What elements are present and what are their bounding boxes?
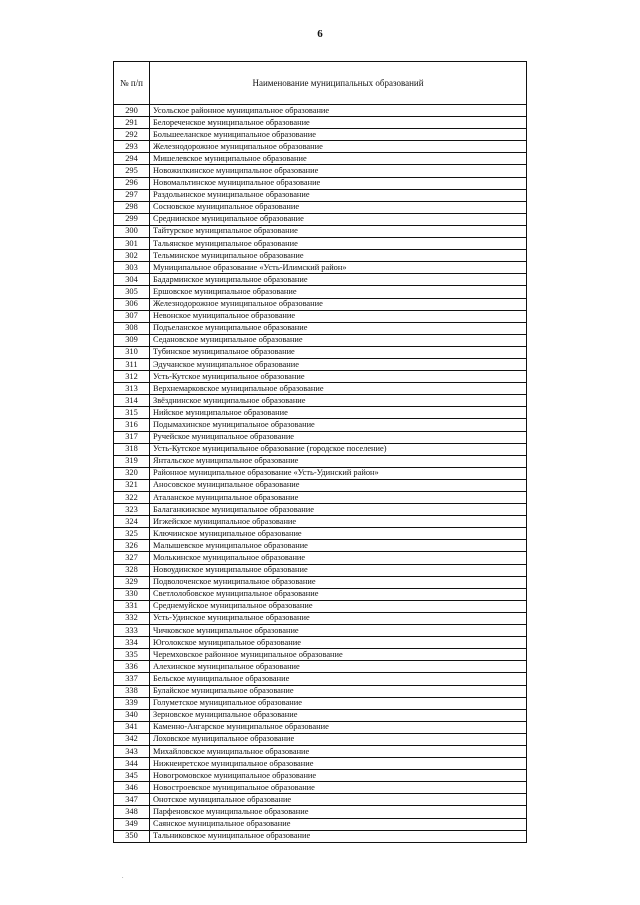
table-row: [114, 238, 527, 250]
row-number-cell: 308: [114, 322, 150, 334]
table-row: [114, 334, 527, 346]
table-row: [114, 830, 527, 842]
municipality-name-cell: Булайское муниципальное образование: [150, 685, 527, 697]
table-row: [114, 504, 527, 516]
table-row: [114, 770, 527, 782]
municipality-name-cell: Онотское муниципальное образование: [150, 794, 527, 806]
municipality-name-cell: Звёзднинское муниципальное образование: [150, 395, 527, 407]
table-row: [114, 745, 527, 757]
municipality-name-cell: Михайловское муниципальное образование: [150, 745, 527, 757]
table-header: [114, 62, 527, 105]
municipality-name-cell: Лоховское муниципальное образование: [150, 733, 527, 745]
row-number-cell: 321: [114, 479, 150, 491]
municipality-name-cell: Зерновское муниципальное образование: [150, 709, 527, 721]
row-number-cell: 340: [114, 709, 150, 721]
row-number-cell: 291: [114, 117, 150, 129]
table-row: [114, 794, 527, 806]
municipality-name-cell: Молькинское муниципальное образование: [150, 552, 527, 564]
table-row: [114, 673, 527, 685]
municipality-name-cell: Седановское муниципальное образование: [150, 334, 527, 346]
table-row: [114, 576, 527, 588]
municipality-name-cell: Железнодорожное муниципальное образование: [150, 298, 527, 310]
table-row: [114, 721, 527, 733]
municipality-name-cell: Мишелевское муниципальное образование: [150, 153, 527, 165]
row-number-cell: 317: [114, 431, 150, 443]
row-number-cell: 309: [114, 334, 150, 346]
municipality-name-cell: Районное муниципальное образование «Усть-Удинский район»: [150, 467, 527, 479]
row-number-cell: 338: [114, 685, 150, 697]
municipality-name-cell: Новомальтинское муниципальное образование: [150, 177, 527, 189]
municipality-name-cell: Усть-Кутское муниципальное образование: [150, 371, 527, 383]
municipality-name-cell: Нижнеиретское муниципальное образование: [150, 758, 527, 770]
column-header-number: № п/п: [114, 62, 150, 105]
table-row: [114, 782, 527, 794]
table-row: [114, 733, 527, 745]
municipality-name-cell: Парфеновское муниципальное образование: [150, 806, 527, 818]
municipality-name-cell: Железнодорожное муниципальное образование: [150, 141, 527, 153]
municipality-name-cell: Каменно-Ангарское муниципальное образование: [150, 721, 527, 733]
row-number-cell: 333: [114, 625, 150, 637]
table-row: [114, 637, 527, 649]
row-number-cell: 305: [114, 286, 150, 298]
row-number-cell: 320: [114, 467, 150, 479]
table-row: [114, 286, 527, 298]
row-number-cell: 293: [114, 141, 150, 153]
table-row: [114, 661, 527, 673]
municipality-name-cell: Алехинское муниципальное образование: [150, 661, 527, 673]
table-row: [114, 419, 527, 431]
row-number-cell: 298: [114, 201, 150, 213]
municipalities-table: [113, 61, 527, 843]
table-row: [114, 310, 527, 322]
row-number-cell: 343: [114, 745, 150, 757]
table-row: [114, 213, 527, 225]
municipality-name-cell: Ключинское муниципальное образование: [150, 528, 527, 540]
row-number-cell: 322: [114, 492, 150, 504]
table-header-row: [114, 62, 527, 105]
municipality-name-cell: Эдучанское муниципальное образование: [150, 358, 527, 370]
row-number-cell: 319: [114, 455, 150, 467]
table-row: [114, 455, 527, 467]
municipality-name-cell: Ершовское муниципальное образование: [150, 286, 527, 298]
table-row: [114, 443, 527, 455]
table-row: [114, 492, 527, 504]
municipality-name-cell: Янтальское муниципальное образование: [150, 455, 527, 467]
row-number-cell: 324: [114, 516, 150, 528]
municipality-name-cell: Аносовское муниципальное образование: [150, 479, 527, 491]
row-number-cell: 329: [114, 576, 150, 588]
table-row: [114, 697, 527, 709]
municipality-name-cell: Бельское муниципальное образование: [150, 673, 527, 685]
row-number-cell: 348: [114, 806, 150, 818]
row-number-cell: 303: [114, 262, 150, 274]
table-row: [114, 552, 527, 564]
municipality-name-cell: Голуметское муниципальное образование: [150, 697, 527, 709]
row-number-cell: 326: [114, 540, 150, 552]
municipality-name-cell: Аталанское муниципальное образование: [150, 492, 527, 504]
row-number-cell: 345: [114, 770, 150, 782]
row-number-cell: 344: [114, 758, 150, 770]
page-number: 6: [317, 28, 323, 40]
table-row: [114, 371, 527, 383]
row-number-cell: 307: [114, 310, 150, 322]
row-number-cell: 325: [114, 528, 150, 540]
table-row: [114, 588, 527, 600]
table-row: [114, 479, 527, 491]
municipality-name-cell: Среднемуйское муниципальное образование: [150, 600, 527, 612]
row-number-cell: 336: [114, 661, 150, 673]
row-number-cell: 302: [114, 250, 150, 262]
municipality-name-cell: Сосновское муниципальное образование: [150, 201, 527, 213]
row-number-cell: 318: [114, 443, 150, 455]
table-row: [114, 818, 527, 830]
column-header-name: Наименование муниципальных образований: [150, 62, 527, 105]
municipality-name-cell: Новожилкинское муниципальное образование: [150, 165, 527, 177]
row-number-cell: 332: [114, 612, 150, 624]
row-number-cell: 299: [114, 213, 150, 225]
municipality-name-cell: Тайтурское муниципальное образование: [150, 225, 527, 237]
table-body: [114, 105, 527, 843]
table-row: [114, 709, 527, 721]
municipality-name-cell: Нийское муниципальное образование: [150, 407, 527, 419]
table-row: [114, 105, 527, 117]
row-number-cell: 311: [114, 358, 150, 370]
table-row: [114, 358, 527, 370]
municipality-name-cell: Светлолобовское муниципальное образование: [150, 588, 527, 600]
row-number-cell: 313: [114, 383, 150, 395]
municipality-name-cell: Новоудинское муниципальное образование: [150, 564, 527, 576]
row-number-cell: 301: [114, 238, 150, 250]
municipality-name-cell: Тальянское муниципальное образование: [150, 238, 527, 250]
municipality-name-cell: Большееланское муниципальное образование: [150, 129, 527, 141]
municipality-name-cell: Усольское районное муниципальное образование: [150, 105, 527, 117]
municipality-name-cell: Чичковское муниципальное образование: [150, 625, 527, 637]
table-row: [114, 395, 527, 407]
row-number-cell: 330: [114, 588, 150, 600]
row-number-cell: 337: [114, 673, 150, 685]
row-number-cell: 349: [114, 818, 150, 830]
municipality-name-cell: Подъеланское муниципальное образование: [150, 322, 527, 334]
row-number-cell: 292: [114, 129, 150, 141]
table-row: [114, 528, 527, 540]
row-number-cell: 342: [114, 733, 150, 745]
table-row: [114, 516, 527, 528]
table-row: [114, 806, 527, 818]
table-row: [114, 467, 527, 479]
table-row: [114, 322, 527, 334]
table-row: [114, 649, 527, 661]
row-number-cell: 350: [114, 830, 150, 842]
table-row: [114, 600, 527, 612]
municipality-name-cell: Юголокское муниципальное образование: [150, 637, 527, 649]
municipality-name-cell: Черемховское районное муниципальное образование: [150, 649, 527, 661]
table-row: [114, 625, 527, 637]
table-row: [114, 540, 527, 552]
bottom-mark: .: [122, 874, 124, 880]
table-row: [114, 274, 527, 286]
municipality-name-cell: Малышевское муниципальное образование: [150, 540, 527, 552]
row-number-cell: 331: [114, 600, 150, 612]
municipality-name-cell: Тельминское муниципальное образование: [150, 250, 527, 262]
row-number-cell: 290: [114, 105, 150, 117]
row-number-cell: 300: [114, 225, 150, 237]
municipality-name-cell: Среднинское муниципальное образование: [150, 213, 527, 225]
table-row: [114, 250, 527, 262]
table-row: [114, 685, 527, 697]
municipality-name-cell: Белореченское муниципальное образование: [150, 117, 527, 129]
table-row: [114, 346, 527, 358]
table-row: [114, 153, 527, 165]
table-row: [114, 758, 527, 770]
table-row: [114, 225, 527, 237]
municipality-name-cell: Игжейское муниципальное образование: [150, 516, 527, 528]
row-number-cell: 297: [114, 189, 150, 201]
row-number-cell: 310: [114, 346, 150, 358]
row-number-cell: 347: [114, 794, 150, 806]
municipality-name-cell: Ручейское муниципальное образование: [150, 431, 527, 443]
row-number-cell: 328: [114, 564, 150, 576]
municipality-name-cell: Бадарминское муниципальное образование: [150, 274, 527, 286]
municipality-name-cell: Тубинское муниципальное образование: [150, 346, 527, 358]
row-number-cell: 314: [114, 395, 150, 407]
table-row: [114, 129, 527, 141]
municipality-name-cell: Новостроевское муниципальное образование: [150, 782, 527, 794]
table-row: [114, 612, 527, 624]
row-number-cell: 335: [114, 649, 150, 661]
row-number-cell: 316: [114, 419, 150, 431]
municipality-name-cell: Верхнемарковское муниципальное образование: [150, 383, 527, 395]
row-number-cell: 346: [114, 782, 150, 794]
table-row: [114, 431, 527, 443]
row-number-cell: 294: [114, 153, 150, 165]
table-row: [114, 564, 527, 576]
table-row: [114, 117, 527, 129]
municipality-name-cell: Усть-Кутское муниципальное образование (городское поселение): [150, 443, 527, 455]
row-number-cell: 295: [114, 165, 150, 177]
table-row: [114, 262, 527, 274]
municipality-name-cell: Тальниковское муниципальное образование: [150, 830, 527, 842]
table-row: [114, 141, 527, 153]
table-row: [114, 165, 527, 177]
row-number-cell: 306: [114, 298, 150, 310]
municipality-name-cell: Новогромовское муниципальное образование: [150, 770, 527, 782]
row-number-cell: 341: [114, 721, 150, 733]
municipality-name-cell: Саянское муниципальное образование: [150, 818, 527, 830]
row-number-cell: 323: [114, 504, 150, 516]
row-number-cell: 304: [114, 274, 150, 286]
municipality-name-cell: Невонское муниципальное образование: [150, 310, 527, 322]
municipality-name-cell: Усть-Удинское муниципальное образование: [150, 612, 527, 624]
municipality-name-cell: Раздольинское муниципальное образование: [150, 189, 527, 201]
table-row: [114, 177, 527, 189]
municipality-name-cell: Подволоченское муниципальное образование: [150, 576, 527, 588]
table-row: [114, 201, 527, 213]
municipality-name-cell: Балаганкинское муниципальное образование: [150, 504, 527, 516]
municipality-name-cell: Муниципальное образование «Усть-Илимский район»: [150, 262, 527, 274]
row-number-cell: 339: [114, 697, 150, 709]
row-number-cell: 334: [114, 637, 150, 649]
table-row: [114, 298, 527, 310]
table-row: [114, 407, 527, 419]
municipality-name-cell: Подымахинское муниципальное образование: [150, 419, 527, 431]
table-row: [114, 383, 527, 395]
row-number-cell: 315: [114, 407, 150, 419]
row-number-cell: 296: [114, 177, 150, 189]
row-number-cell: 312: [114, 371, 150, 383]
row-number-cell: 327: [114, 552, 150, 564]
table-row: [114, 189, 527, 201]
